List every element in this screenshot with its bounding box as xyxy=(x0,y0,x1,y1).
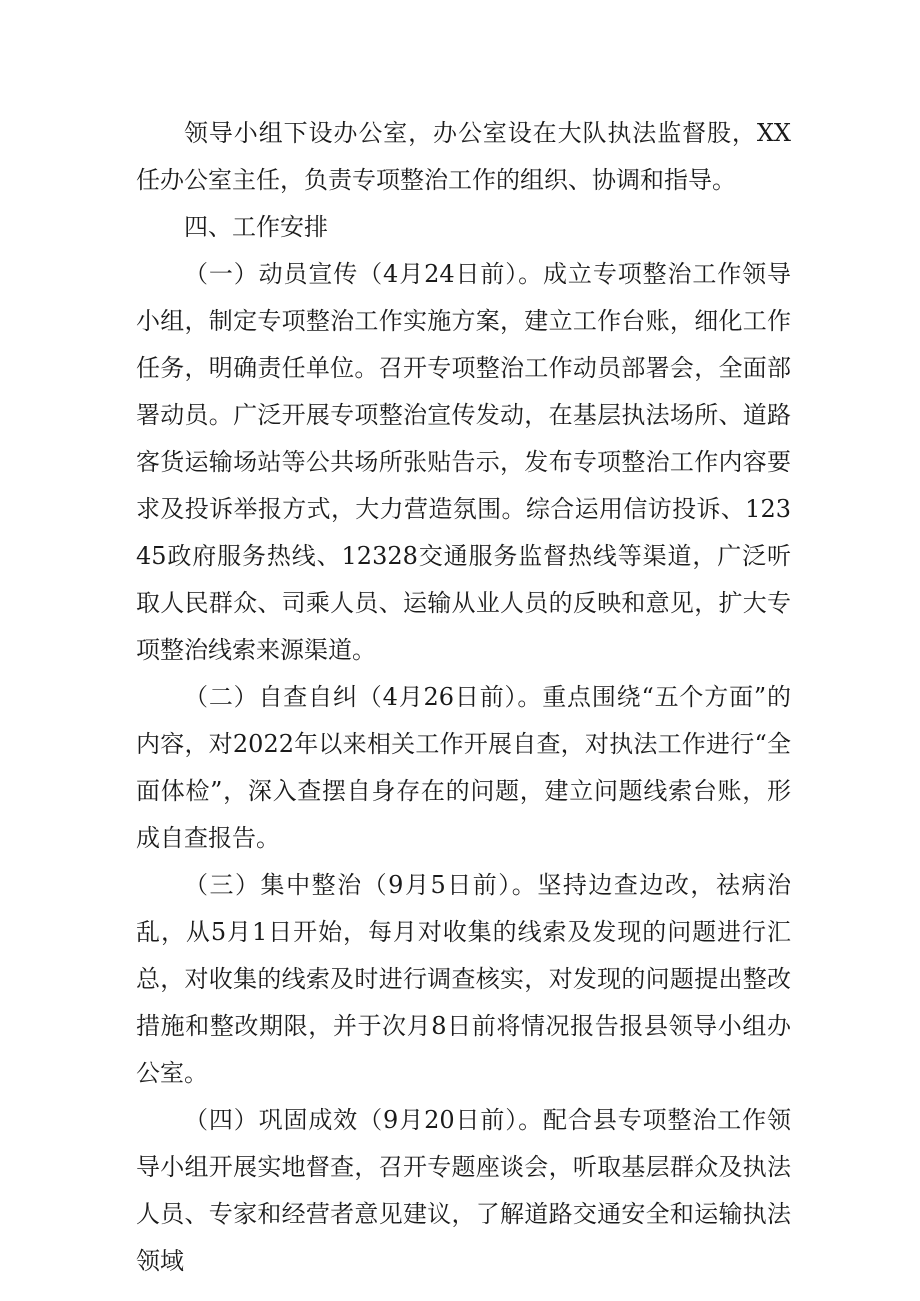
paragraph-mobilization: （一）动员宣传（4月24日前）。成立专项整治工作领导小组，制定专项整治工作实施方案，建立工作台账，细化工作任务，明确责任单位。召开专项整治工作动员部署会，全面部署动员。广泛开展专项整治宣传发动，在基层执法场所、道路客货运输场站等公共场所张贴告示，发布专项整治工作内容要求及投诉举报方式，大力营造氛围。综合运用信访投诉、12345政府服务热线、12328交通服务监督热线等渠道，广泛听取人民群众、司乘人员、运输从业人员的反映和意见，扩大专项整治线索来源渠道。 xyxy=(136,260,791,664)
paragraph-centralized-rectification: （三）集中整治（9月5日前）。坚持边查边改，祛病治乱，从5月1日开始，每月对收集的线索及发现的问题进行汇总，对收集的线索及时进行调查核实，对发现的问题提出整改措施和整改期限，并于次月8日前将情况报告报县领导小组办公室。 xyxy=(136,871,791,1087)
paragraph-consolidation: （四）巩固成效（9月20日前）。配合县专项整治工作领导小组开展实地督查，召开专题座谈会，听取基层群众及执法人员、专家和经营者意见建议，了解道路交通安全和运输执法领域 xyxy=(136,1106,791,1275)
document-body xyxy=(136,110,791,1285)
section-heading-work-arrangement: 四、工作安排 xyxy=(184,213,328,241)
paragraph-self-inspection: （二）自查自纠（4月26日前）。重点围绕“五个方面”的内容，对2022年以来相关工作开展自查，对执法工作进行“全面体检”，深入查摆自身存在的问题，建立问题线索台账，形成自查报告。 xyxy=(136,683,791,852)
paragraph-office-setup: 领导小组下设办公室，办公室设在大队执法监督股，XX任办公室主任，负责专项整治工作的组织、协调和指导。 xyxy=(136,119,791,194)
